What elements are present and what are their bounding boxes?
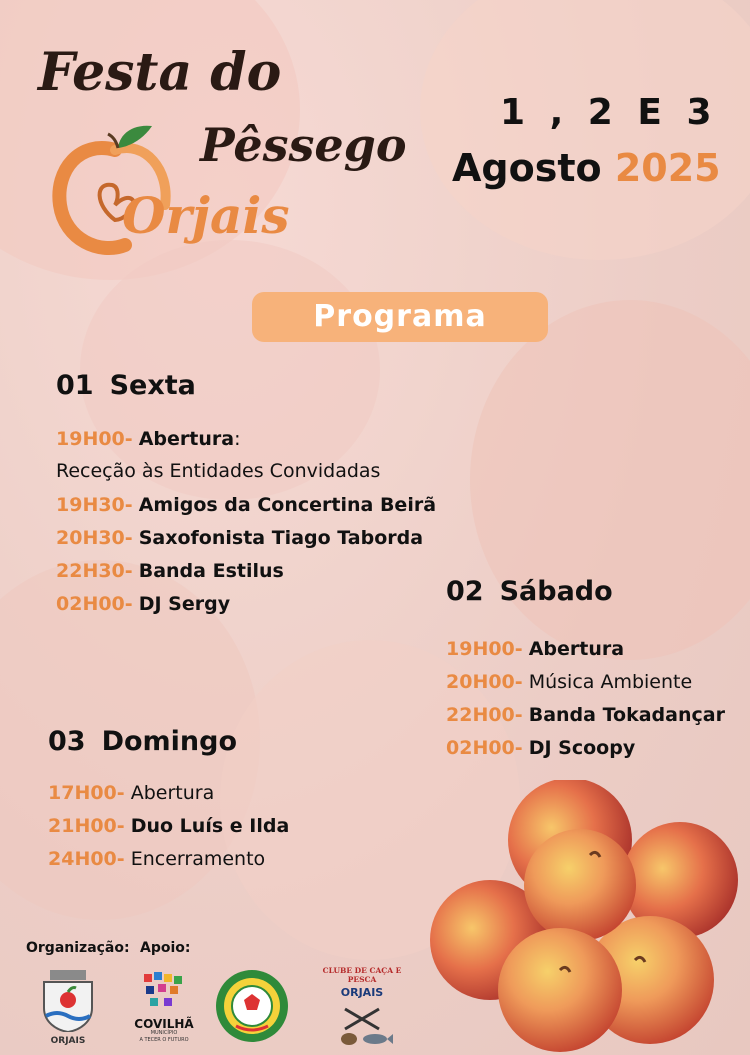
covilha-label: COVILHÃ (134, 1017, 194, 1031)
day-name: Sexta (109, 370, 196, 401)
schedule-act: Encerramento (130, 848, 266, 870)
schedule-item (56, 428, 241, 450)
schedule-time: 02H00- (56, 593, 133, 615)
schedule-item (56, 494, 436, 516)
covilha-sub2: A TECER O FUTURO (139, 1037, 189, 1043)
day-number: 01 (56, 370, 94, 401)
dates-year: 2025 (614, 146, 721, 190)
schedule-act: Amigos da Concertina Beirã (138, 494, 437, 516)
dates-month: Agosto (452, 146, 602, 190)
schedule-time: 02H00- (446, 737, 523, 759)
covilha-logo-icon (132, 970, 196, 1050)
schedule-act: Abertura (528, 638, 625, 660)
schedule-item (56, 593, 230, 615)
schedule-item (446, 671, 692, 693)
day-name: Domingo (101, 726, 238, 757)
day-number: 03 (48, 726, 86, 757)
clube-label: CLUBE DE CAÇA E PESCA (322, 966, 402, 984)
clube-place: ORJAIS (340, 986, 384, 999)
schedule-act: DJ Scoopy (528, 737, 636, 759)
orjais-crest-icon (38, 970, 98, 1044)
logo-title-line1: Festa do (38, 42, 282, 103)
logo-title-line3: Orjais (122, 186, 290, 245)
schedule-act: Abertura (138, 428, 235, 450)
apoio-label: Apoio: (140, 940, 191, 956)
schedule-act: Banda Estilus (138, 560, 284, 582)
schedule-time: 21H00- (48, 815, 125, 837)
logo-title-line2: Pêssego (200, 118, 407, 172)
schedule-time: 19H30- (56, 494, 133, 516)
dates-days: 1 , 2 E 3 (500, 92, 718, 133)
schedule-item (48, 848, 265, 870)
peaches-illustration (430, 780, 750, 1055)
schedule-item (56, 560, 284, 582)
schedule-time: 22H30- (56, 560, 133, 582)
schedule-time: 20H00- (446, 671, 523, 693)
day-heading (48, 726, 237, 757)
schedule-item (446, 638, 624, 660)
day-number: 02 (446, 576, 484, 607)
day-heading (56, 370, 196, 401)
schedule-time: 24H00- (48, 848, 125, 870)
day-heading (446, 576, 613, 607)
clube-caca-pesca-logo-icon (312, 966, 412, 1050)
schedule-time: 19H00- (446, 638, 523, 660)
orjais-crest-label: ORJAIS (50, 1036, 86, 1046)
schedule-item (446, 704, 725, 726)
dates-month-year (452, 146, 721, 190)
schedule-act: Duo Luís e Ilda (130, 815, 290, 837)
schedule-act: Abertura (130, 782, 215, 804)
schedule-act: Receção às Entidades Convidadas (56, 460, 381, 482)
schedule-time: 19H00- (56, 428, 133, 450)
sports-club-emblem-icon (214, 968, 290, 1048)
schedule-item (446, 737, 635, 759)
schedule-time: 20H30- (56, 527, 133, 549)
schedule-act: DJ Sergy (138, 593, 231, 615)
schedule-time: 17H00- (48, 782, 125, 804)
schedule-act: Saxofonista Tiago Taborda (138, 527, 424, 549)
schedule-item (48, 782, 214, 804)
schedule-act: Música Ambiente (528, 671, 693, 693)
schedule-item (56, 527, 423, 549)
schedule-act: Banda Tokadançar (528, 704, 725, 726)
schedule-item (56, 460, 380, 482)
schedule-act-suffix: : (234, 428, 241, 450)
schedule-item (48, 815, 289, 837)
day-name: Sábado (499, 576, 613, 607)
programa-banner: Programa (252, 292, 548, 342)
covilha-sub1: MUNICÍPIO (150, 1030, 178, 1036)
organizacao-label: Organização: (26, 940, 130, 956)
schedule-time: 22H00- (446, 704, 523, 726)
